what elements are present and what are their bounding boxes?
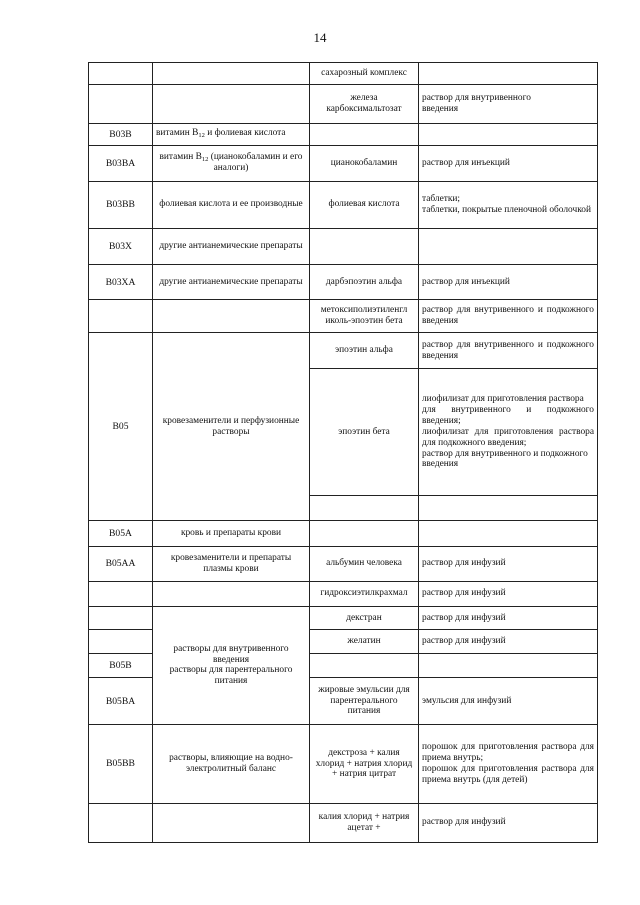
cell-inn: декстран	[310, 606, 419, 630]
cell-name: другие антианемические препараты	[153, 265, 310, 300]
cell-code: B05	[89, 333, 153, 521]
table-row	[89, 300, 598, 333]
cell-inn	[310, 229, 419, 265]
cell-form	[419, 654, 598, 678]
cell-form: таблетки; таблетки, покрытые пленочной оболочкой	[419, 181, 598, 228]
cell-name	[153, 581, 310, 606]
cell-form: эмульсия для инфузий	[419, 677, 598, 724]
cell-code	[89, 300, 153, 333]
cell-form: раствор для внутривенного и подкожного введения	[419, 300, 598, 333]
cell-name: растворы для внутривенного введения растворы для парентерального питания	[153, 606, 310, 725]
cell-inn: фолиевая кислота	[310, 181, 419, 228]
cell-inn	[310, 654, 419, 678]
table-row	[89, 63, 598, 85]
table-row	[89, 84, 598, 123]
table-row	[89, 181, 598, 228]
cell-code: B03X	[89, 229, 153, 265]
cell-name: фолиевая кислота и ее производные	[153, 181, 310, 228]
cell-form: раствор для инфузий	[419, 606, 598, 630]
cell-inn: цианокобаламин	[310, 145, 419, 181]
cell-form: раствор для внутривенного и подкожного введения	[419, 333, 598, 369]
cell-name: кровезаменители и препараты плазмы крови	[153, 546, 310, 581]
cell-code	[89, 63, 153, 85]
cell-inn	[310, 496, 419, 521]
cell-name: кровь и препараты крови	[153, 521, 310, 547]
cell-form: раствор для инфузий	[419, 581, 598, 606]
cell-form: раствор для инфузий	[419, 803, 598, 842]
cell-code	[89, 84, 153, 123]
cell-code: B03B	[89, 123, 153, 145]
cell-inn: дарбэпоэтин альфа	[310, 265, 419, 300]
cell-form	[419, 496, 598, 521]
table-row	[89, 581, 598, 606]
cell-form	[419, 521, 598, 547]
cell-code: B05BA	[89, 677, 153, 724]
cell-form: раствор для внутривенного введения	[419, 84, 598, 123]
cell-code: B05BB	[89, 725, 153, 803]
table-row	[89, 725, 598, 803]
table-row	[89, 333, 598, 369]
cell-form: раствор для инфузий	[419, 630, 598, 654]
cell-name: кровезаменители и перфузионные растворы	[153, 333, 310, 521]
drug-table	[88, 62, 598, 843]
cell-inn: декстроза + калия хлорид + натрия хлорид + натрия цитрат	[310, 725, 419, 803]
cell-code	[89, 606, 153, 630]
cell-form: раствор для инъекций	[419, 145, 598, 181]
cell-code: B05B	[89, 654, 153, 678]
cell-inn: гидроксиэтилкрахмал	[310, 581, 419, 606]
cell-name: другие антианемические препараты	[153, 229, 310, 265]
cell-code: B05AA	[89, 546, 153, 581]
cell-inn: альбумин человека	[310, 546, 419, 581]
table-row	[89, 229, 598, 265]
cell-name	[153, 145, 310, 181]
cell-name	[153, 803, 310, 842]
cell-name	[153, 300, 310, 333]
table-row	[89, 521, 598, 547]
cell-name	[153, 84, 310, 123]
cell-code: B05A	[89, 521, 153, 547]
cell-code: B03BB	[89, 181, 153, 228]
cell-form: раствор для инфузий	[419, 546, 598, 581]
name-subscript: 12	[201, 155, 209, 163]
name-subscript: 12	[198, 132, 205, 140]
table-row	[89, 606, 598, 630]
table-row	[89, 123, 598, 145]
cell-form	[419, 229, 598, 265]
table-row	[89, 803, 598, 842]
cell-code	[89, 803, 153, 842]
cell-code: B03BA	[89, 145, 153, 181]
cell-inn: сахарозный комплекс	[310, 63, 419, 85]
cell-name	[153, 123, 310, 145]
table-row	[89, 265, 598, 300]
name-text: витамин B	[156, 128, 199, 139]
name-text: (цианокобаламин и его аналоги)	[208, 151, 303, 174]
cell-code	[89, 630, 153, 654]
cell-inn	[310, 123, 419, 145]
cell-code	[89, 581, 153, 606]
cell-inn: эпоэтин бета	[310, 369, 419, 496]
cell-inn: желатин	[310, 630, 419, 654]
cell-form	[419, 63, 598, 85]
name-text: витамин B	[159, 151, 202, 162]
cell-inn: жировые эмульсии для парентерального питания	[310, 677, 419, 724]
name-text: и фолиевая кислота	[204, 128, 286, 139]
cell-name: растворы, влияющие на водно-электролитный баланс	[153, 725, 310, 803]
cell-inn: калия хлорид + натрия ацетат +	[310, 803, 419, 842]
cell-name	[153, 63, 310, 85]
cell-form: порошок для приготовления раствора для приема внутрь; порошок для приготовления раствора для приема внутрь (для детей)	[419, 725, 598, 803]
cell-form	[419, 123, 598, 145]
cell-form: лиофилизат для приготовления раствора для внутривенного и подкожного введения; лиофилизат для приготовления раствора для подкожного введения; раствор для внутривенного и подкожного введения	[419, 369, 598, 496]
table-row	[89, 546, 598, 581]
cell-inn: метоксиполиэтиленгл иколь-эпоэтин бета	[310, 300, 419, 333]
table-row	[89, 145, 598, 181]
cell-code: B03XA	[89, 265, 153, 300]
cell-inn	[310, 521, 419, 547]
cell-form: раствор для инъекций	[419, 265, 598, 300]
cell-inn: эпоэтин альфа	[310, 333, 419, 369]
page-number: 14	[313, 30, 327, 45]
cell-inn: железа карбоксимальтозат	[310, 84, 419, 123]
